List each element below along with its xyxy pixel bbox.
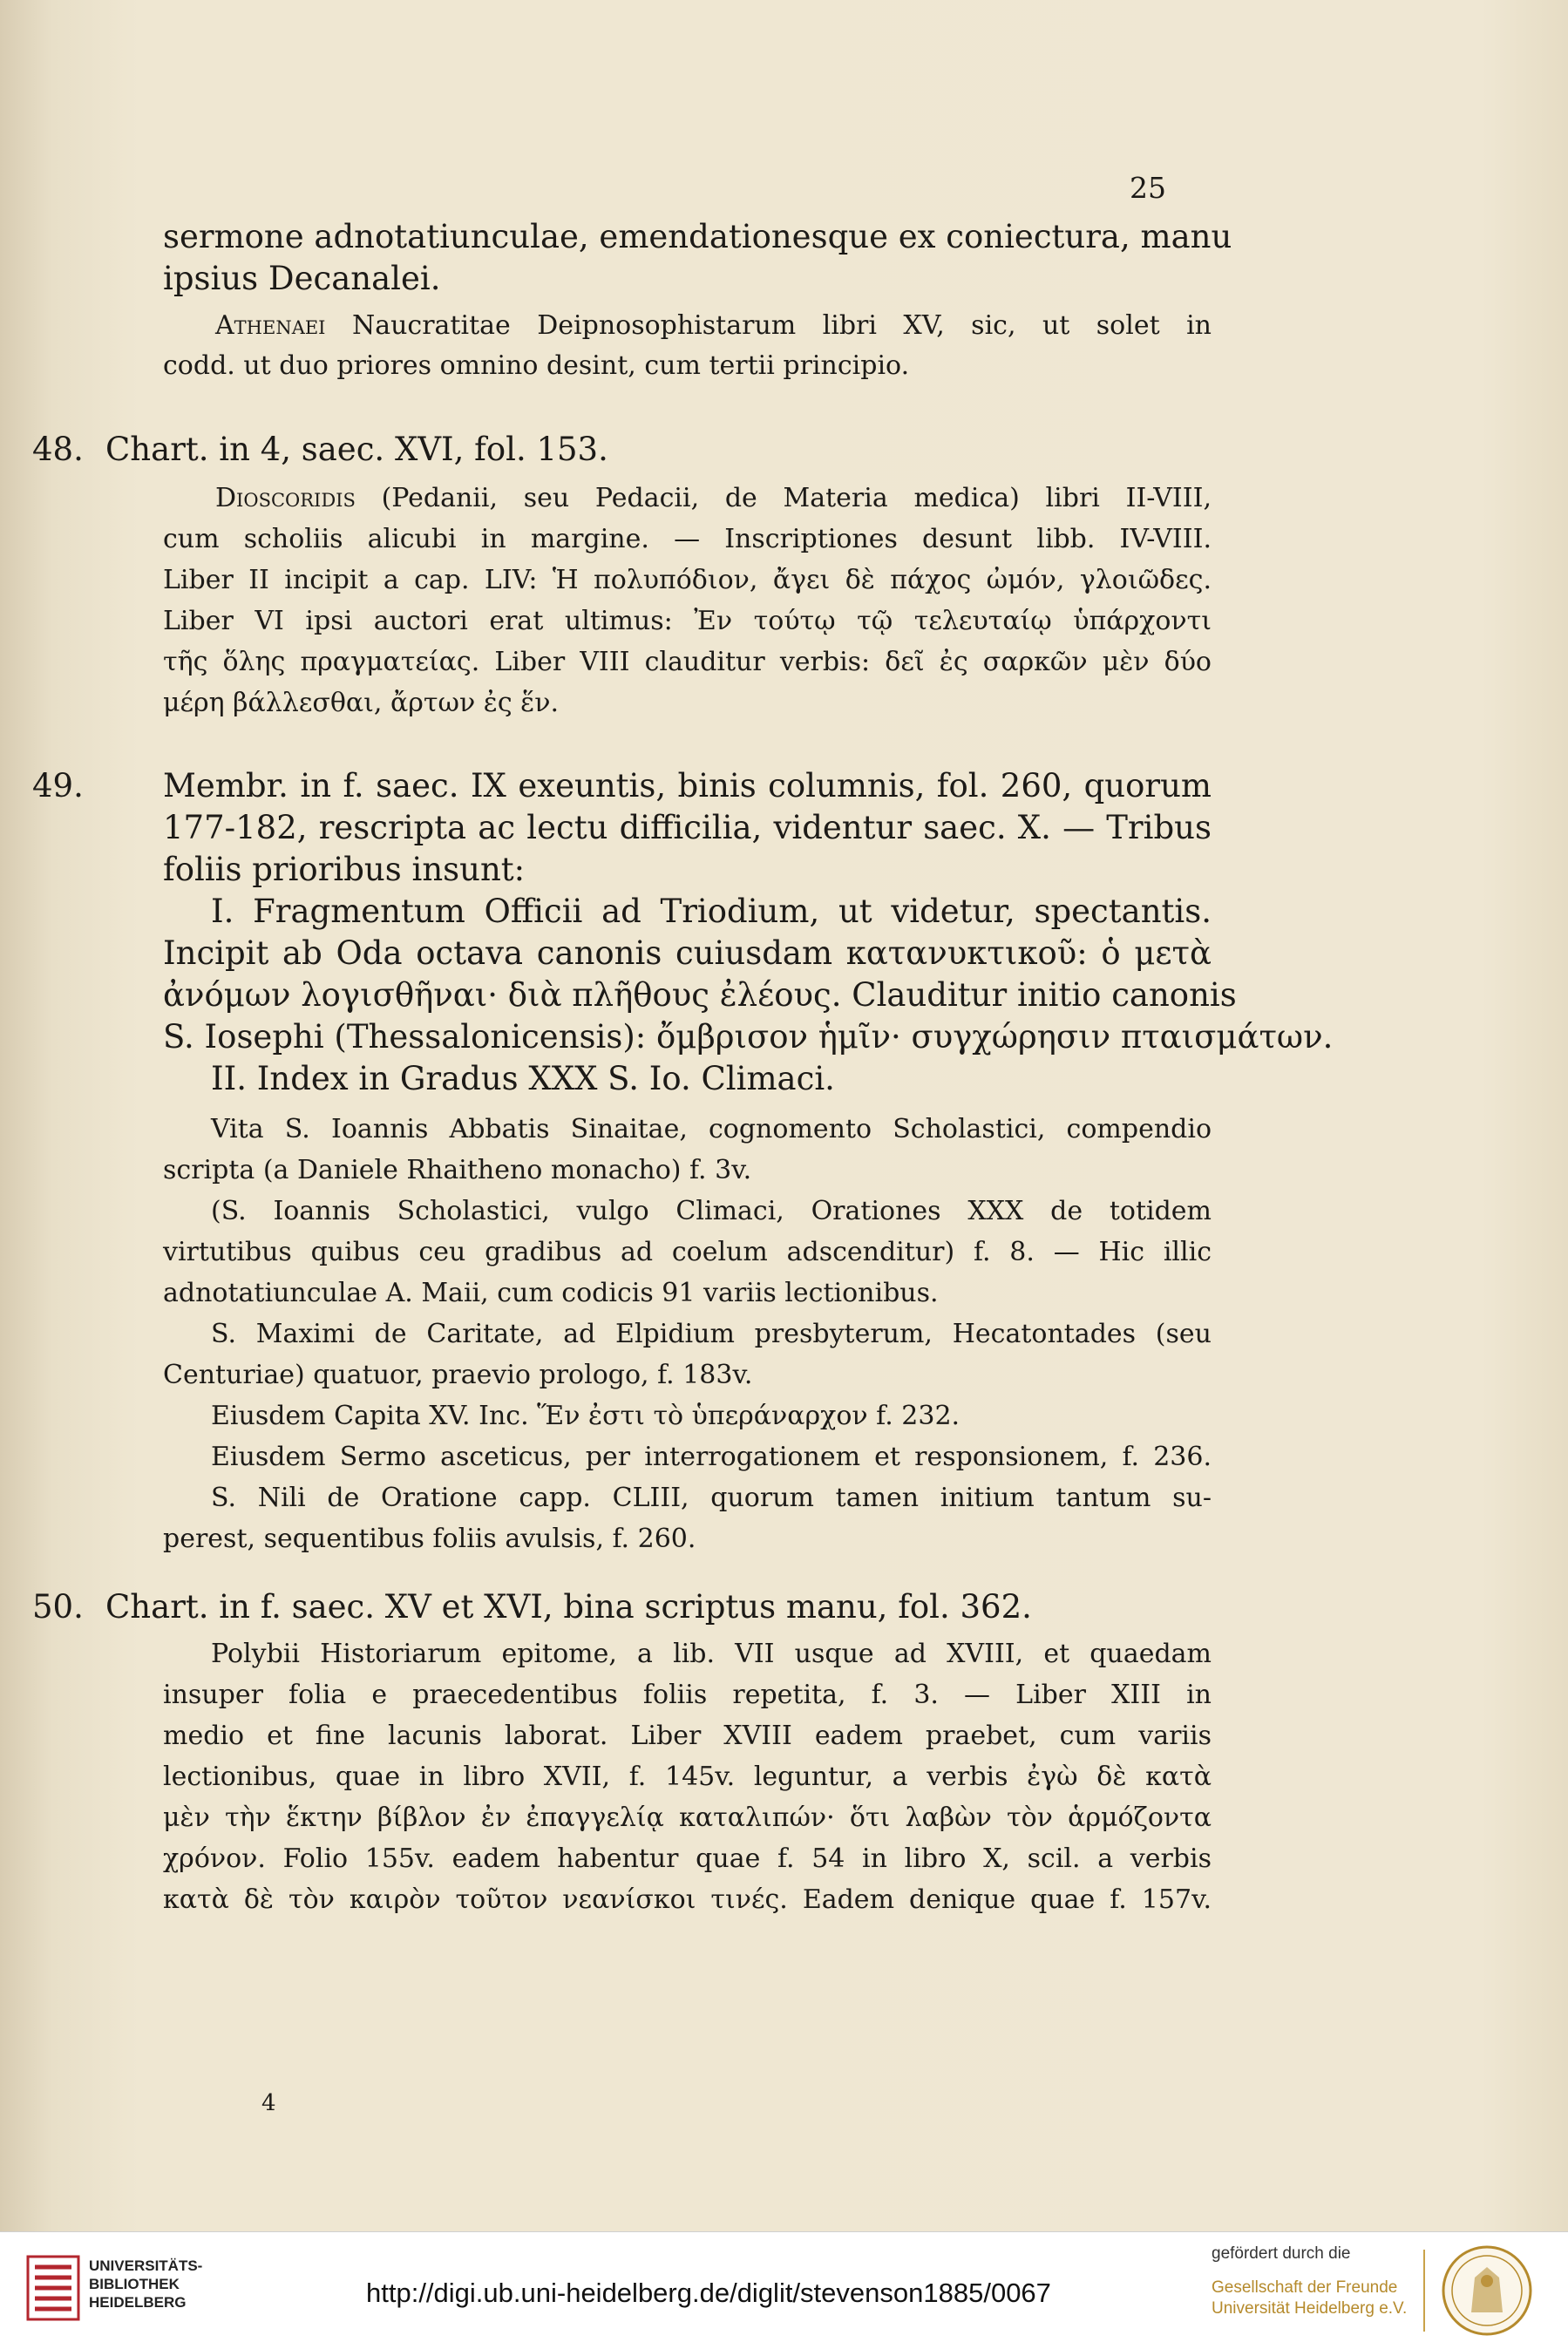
entry-line: S. Nili de Oratione capp. CLIII, quorum tamen initium tantum su- (211, 1483, 1212, 1513)
author-athenaei: Athenaei (215, 310, 326, 341)
entry-line: μέρη βάλλεσθαι, ἄρτων ἐς ἕν. (163, 688, 560, 718)
intro-line-4: codd. ut duo priores omnino desint, cum tertii principio. (163, 350, 910, 381)
viewer-footer (0, 2231, 1568, 2349)
entry-line: S. Iosephi (Thessalonicensis): ὄμβρισον ἡμῖν· συγχώρησιν πταισμάτων. (163, 1018, 1334, 1056)
entry-line: insuper folia e praecedentibus foliis repetita, f. 3. — Liber XIII in (163, 1680, 1212, 1710)
page-number: 25 (1130, 171, 1166, 205)
entry-line: Centuriae) quatuor, praevio prologo, f. 183v. (163, 1360, 753, 1390)
sponsored-by-label: gefördert durch die (1212, 2244, 1351, 2263)
entry-line: perest, sequentibus foliis avulsis, f. 260. (163, 1524, 696, 1554)
entry-line: Eiusdem Capita XV. Inc. Ἕν ἐστι τὸ ὑπεράναρχον f. 232. (211, 1401, 960, 1431)
entry-line: Dioscoridis (Pedanii, seu Pedacii, de Materia medica) libri II-VIII, (215, 483, 1212, 513)
entry-line: foliis prioribus insunt: (163, 851, 526, 888)
entry-line: Membr. in f. saec. IX exeuntis, binis columnis, fol. 260, quorum (163, 767, 1212, 804)
entry-line: adnotatiunculae A. Maii, cum codicis 91 variis lectionibus. (163, 1278, 939, 1308)
intro-line-2: ipsius Decanalei. (163, 260, 441, 297)
entry-line: τῆς ὅλης πραγματείας. Liber VIII clauditur verbis: δεῖ ἐς σαρκῶν μὲν δύο (163, 647, 1212, 677)
intro-line-3: Athenaei Naucratitae Deipnosophistarum libri XV, sic, ut solet in (215, 310, 1212, 341)
sponsor-name[interactable]: Gesellschaft der Freunde Universität Heidelberg e.V. (1212, 2278, 1408, 2318)
entry-line: II. Index in Gradus XXX S. Io. Climaci. (211, 1060, 835, 1097)
entry-line: ἀνόμων λογισθῆναι· διὰ πλῆθους ἐλέους. Clauditur initio canonis (163, 976, 1237, 1014)
entry-line: I. Fragmentum Officii ad Triodium, ut videtur, spectantis. (211, 893, 1212, 930)
intro-line-1: sermone adnotatiunculae, emendationesque ex coniectura, manu (163, 218, 1232, 255)
footer-divider (1423, 2250, 1425, 2332)
entry-line: cum scholiis alicubi in margine. — Inscriptiones desunt libb. IV-VIII. (163, 524, 1212, 554)
author-dioscoridis: Dioscoridis (215, 483, 356, 513)
entry-line: scripta (a Daniele Rhaitheno monacho) f. 3v. (163, 1155, 752, 1185)
entry-line: Eiusdem Sermo asceticus, per interrogationem et responsionem, f. 236. (211, 1442, 1212, 1472)
entry-line: virtutibus quibus ceu gradibus ad coelum adscenditur) f. 8. — Hic illic (163, 1237, 1212, 1267)
entry-line: Liber VI ipsi auctori erat ultimus: Ἐν τούτῳ τῷ τελευταίῳ ὑπάρχοντι (163, 606, 1212, 636)
signature-mark: 4 (261, 2090, 276, 2116)
entry-heading: Chart. in f. saec. XV et XVI, bina scriptus manu, fol. 362. (105, 1588, 1032, 1626)
library-name[interactable]: UNIVERSITÄTS- BIBLIOTHEK HEIDELBERG (89, 2257, 203, 2311)
university-library-logo-icon[interactable] (26, 2255, 80, 2321)
entry-number: 50. (32, 1588, 84, 1626)
entry-line: medio et fine lacunis laborat. Liber XVIII eadem praebet, cum variis (163, 1721, 1212, 1751)
entry-line: μὲν τὴν ἕκτην βίβλον ἐν ἐπαγγελίᾳ καταλιπών· ὅτι λαβὼν τὸν ἁρμόζοντα (163, 1802, 1212, 1833)
entry-heading: Chart. in 4, saec. XVI, fol. 153. (105, 431, 608, 468)
entry-line: Liber II incipit a cap. LIV: Ἡ πολυπόδιον, ἄγει δὲ πάχος ὠμόν, γλοιῶδες. (163, 565, 1212, 595)
entry-line: S. Maximi de Caritate, ad Elpidium presbyterum, Hecatontades (seu (211, 1319, 1212, 1349)
entry-number: 49. (32, 767, 84, 804)
entry-line: lectionibus, quae in libro XVII, f. 145v. leguntur, a verbis ἐγὼ δὲ κατὰ (163, 1762, 1212, 1792)
entry-line: Polybii Historiarum epitome, a lib. VII usque ad XVIII, et quaedam (211, 1639, 1212, 1669)
entry-line: Vita S. Ioannis Abbatis Sinaitae, cognomento Scholastici, compendio (211, 1114, 1212, 1144)
entry-line: 177-182, rescripta ac lectu difficilia, videntur saec. X. — Tribus (163, 809, 1212, 846)
university-seal-icon (1440, 2243, 1534, 2339)
entry-line: κατὰ δὲ τὸν καιρὸν τοῦτον νεανίσκοι τινές. Eadem denique quae f. 157v. (163, 1884, 1212, 1915)
entry-number: 48. (32, 431, 84, 468)
entry-line: (S. Ioannis Scholastici, vulgo Climaci, Orationes XXX de totidem (211, 1196, 1212, 1226)
entry-line: χρόνον. Folio 155v. eadem habentur quae f. 54 in libro X, scil. a verbis (163, 1843, 1212, 1874)
entry-line: Incipit ab Oda octava canonis cuiusdam κατανυκτικοῦ: ὁ μετὰ (163, 934, 1212, 972)
permalink-url[interactable]: http://digi.ub.uni-heidelberg.de/diglit/stevenson1885/0067 (366, 2278, 1051, 2308)
